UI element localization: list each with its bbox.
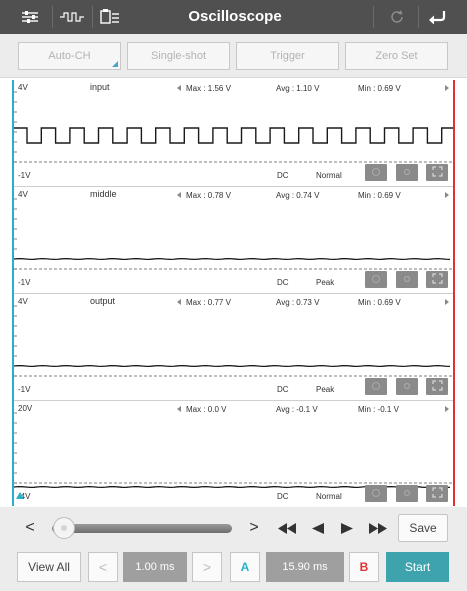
start-button[interactable]: Start [386,552,449,582]
single-shot-button[interactable]: Single-shot [127,42,230,70]
expand-icon [432,164,443,182]
acquisition-mode-label: Normal [316,492,342,501]
waveform-trace [14,366,450,367]
channel-name: output [90,296,116,306]
scale-top-label: 20V [18,404,33,413]
toolbar-divider [373,6,374,28]
scope-display[interactable] [12,80,455,506]
max-value: Max : 0.77 V [186,298,231,307]
cursor-a-marker-icon[interactable] [16,492,24,499]
scroll-left-button[interactable]: < [25,519,35,536]
channel-waveform-plot [14,401,453,506]
settings-sliders-icon[interactable] [18,0,42,34]
settings-icon [402,378,412,396]
acquisition-mode-label: Normal [316,171,342,180]
fast-forward-icon[interactable] [366,517,390,539]
trigger-button[interactable]: Trigger [236,42,339,70]
max-value: Max : 1.56 V [186,84,231,93]
auto-ch-label: Auto-CH [48,50,91,62]
max-value: Max : 0.0 V [186,405,227,414]
palette-icon [371,485,381,503]
mode-button-bar [0,34,467,78]
channel-name: input [90,82,110,92]
scale-top-label: 4V [18,83,28,92]
navigation-row [0,507,467,547]
save-button[interactable]: Save [398,514,448,542]
channel-panel[interactable] [14,294,453,401]
expand-icon [432,378,443,396]
channel-color-button[interactable] [365,485,387,502]
toolbar-divider [418,6,419,28]
channel-settings-button[interactable] [396,164,418,181]
scroll-left-arrow-icon [177,85,181,91]
scroll-right-arrow-icon [445,299,449,305]
palette-icon [371,378,381,396]
toolbar-divider [52,6,53,28]
palette-icon [371,164,381,182]
palette-icon [371,271,381,289]
avg-value: Avg : 0.74 V [276,191,320,200]
scroll-left-arrow-icon [177,299,181,305]
scroll-right-arrow-icon [445,85,449,91]
scroll-left-arrow-icon [177,192,181,198]
channel-waveform-plot [14,187,453,294]
channel-name: middle [90,189,117,199]
channel-expand-button[interactable] [426,164,448,181]
avg-value: Avg : 1.10 V [276,84,320,93]
scroll-right-arrow-icon [445,192,449,198]
settings-icon [402,485,412,503]
channel-expand-button[interactable] [426,485,448,502]
cursor-delta-value: 15.90 ms [266,552,344,582]
acquisition-mode-label: Peak [316,385,335,394]
channel-panel[interactable] [14,401,453,506]
timeline-slider-track[interactable] [52,524,232,533]
step-forward-icon[interactable] [336,517,358,539]
scale-top-label: 4V [18,190,28,199]
timebase-value: 1.00 ms [123,552,187,582]
channel-color-button[interactable] [365,164,387,181]
min-value: Min : 0.69 V [358,191,401,200]
min-value: Min : 0.69 V [358,84,401,93]
settings-icon [402,271,412,289]
scroll-right-arrow-icon [445,406,449,412]
file-list-icon[interactable] [97,0,123,34]
zero-set-button[interactable]: Zero Set [345,42,448,70]
back-icon[interactable] [424,0,450,34]
coupling-label: DC [277,385,289,394]
scale-bottom-label: -4V [18,492,31,501]
channel-panel[interactable] [14,80,453,187]
top-toolbar [0,0,467,34]
avg-value: Avg : 0.73 V [276,298,320,307]
settings-icon [402,164,412,182]
scale-bottom-label: -1V [18,385,31,394]
scale-top-label: 4V [18,297,28,306]
expand-icon [432,485,443,503]
fast-rewind-icon[interactable] [275,517,299,539]
channel-color-button[interactable] [365,378,387,395]
bottom-control-row [0,547,467,591]
cursor-b-button[interactable]: B [349,552,379,582]
channel-settings-button[interactable] [396,485,418,502]
refresh-icon[interactable] [384,0,410,34]
channel-color-button[interactable] [365,271,387,288]
waveform-trace [14,259,450,260]
channel-settings-button[interactable] [396,378,418,395]
channel-expand-button[interactable] [426,271,448,288]
scale-bottom-label: -1V [18,278,31,287]
channel-panel[interactable] [14,187,453,294]
scale-bottom-label: -1V [18,171,31,180]
toolbar-divider [92,6,93,28]
coupling-label: DC [277,278,289,287]
waveform-trace [14,128,453,143]
channel-waveform-plot [14,80,453,187]
timebase-increase-button[interactable]: > [192,552,222,582]
channel-settings-button[interactable] [396,271,418,288]
acquisition-mode-label: Peak [316,278,335,287]
max-value: Max : 0.78 V [186,191,231,200]
channel-waveform-plot [14,294,453,401]
timebase-decrease-button[interactable]: < [88,552,118,582]
coupling-label: DC [277,171,289,180]
scroll-left-arrow-icon [177,406,181,412]
auto-ch-button[interactable] [18,42,121,70]
channel-expand-button[interactable] [426,378,448,395]
step-back-icon[interactable] [307,517,329,539]
view-all-button[interactable]: View All [17,552,81,582]
avg-value: Avg : -0.1 V [276,405,318,414]
scroll-right-button[interactable]: > [249,519,259,536]
dropdown-corner-icon [112,61,118,67]
min-value: Min : 0.69 V [358,298,401,307]
coupling-label: DC [277,492,289,501]
timeline-slider-handle[interactable] [53,517,75,539]
expand-icon [432,271,443,289]
page-title: Oscilloscope [188,8,282,25]
waveform-icon[interactable] [58,0,86,34]
cursor-a-button[interactable]: A [230,552,260,582]
min-value: Min : -0.1 V [358,405,399,414]
